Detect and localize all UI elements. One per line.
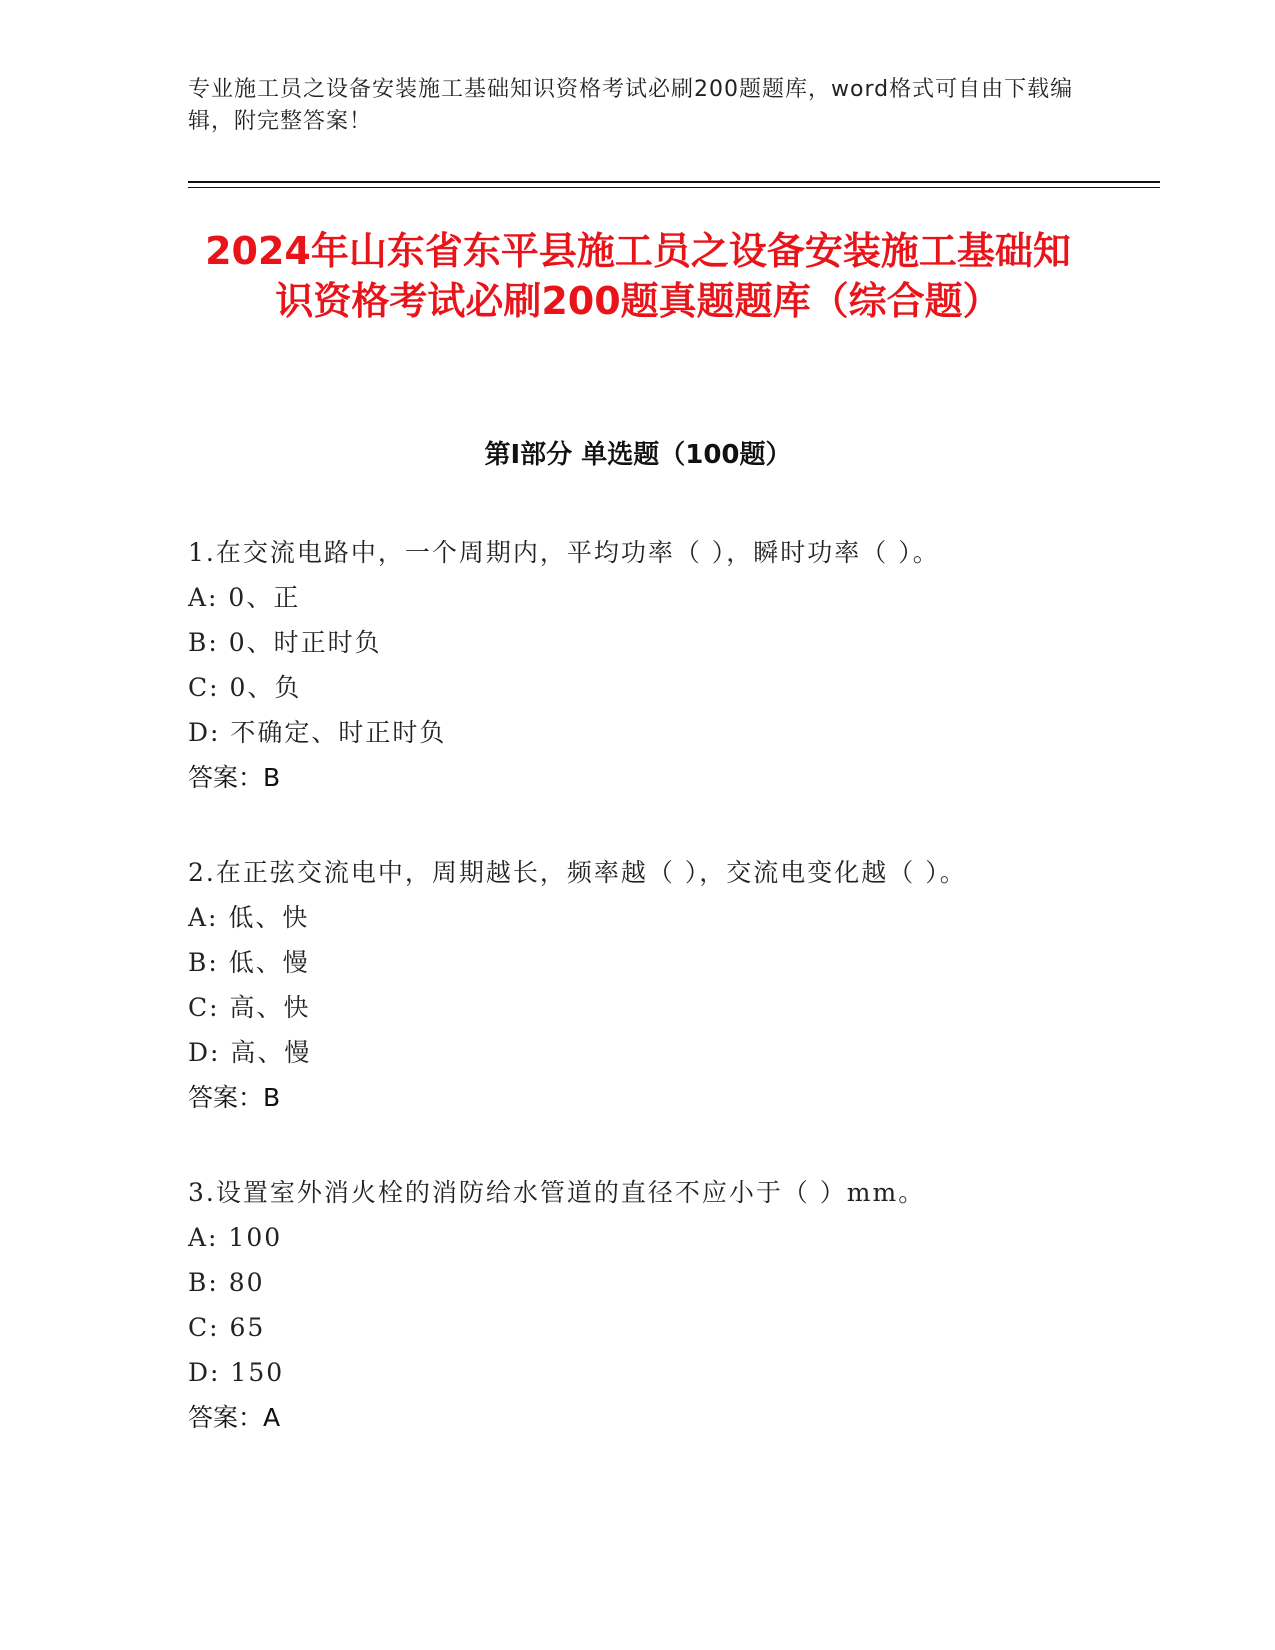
option-d: D: 150 <box>188 1358 285 1387</box>
option-b: B: 80 <box>188 1268 265 1297</box>
header-note: 专业施工员之设备安装施工基础知识资格考试必刷200题题库，word格式可自由下载编辑，附完整答案！ <box>188 77 1074 134</box>
option-b: B: 0、时正时负 <box>188 628 382 657</box>
answer: 答案：A <box>188 1403 281 1432</box>
document-title: 2024年山东省东平县施工员之设备安装施工基础知识资格考试必刷200题真题题库（综合题） <box>205 229 1071 323</box>
question-3 <box>188 1170 1160 1440</box>
question-stem: 3.设置室外消火栓的消防给水管道的直径不应小于（ ）mm。 <box>188 1178 926 1207</box>
question-2 <box>188 850 1160 1120</box>
option-c: C: 65 <box>188 1313 266 1342</box>
question-1 <box>188 530 1160 800</box>
question-stem: 1.在交流电路中，一个周期内，平均功率（ ），瞬时功率（ ）。 <box>188 538 940 567</box>
header-rule-thick <box>188 181 1160 183</box>
header-rule-thin <box>188 187 1160 188</box>
answer: 答案：B <box>188 763 281 792</box>
option-a: A: 0、正 <box>188 583 301 612</box>
option-a: A: 100 <box>188 1223 283 1252</box>
option-d: D: 不确定、时正时负 <box>188 718 447 747</box>
answer: 答案：B <box>188 1083 281 1112</box>
option-d: D: 高、慢 <box>188 1038 312 1067</box>
question-stem: 2.在正弦交流电中，周期越长，频率越（ ），交流电变化越（ ）。 <box>188 858 967 887</box>
option-c: C: 高、快 <box>188 993 311 1022</box>
option-c: C: 0、负 <box>188 673 302 702</box>
section-heading: 第Ⅰ部分 单选题（100题） <box>484 440 792 470</box>
option-b: B: 低、慢 <box>188 948 310 977</box>
option-a: A: 低、快 <box>188 903 310 932</box>
